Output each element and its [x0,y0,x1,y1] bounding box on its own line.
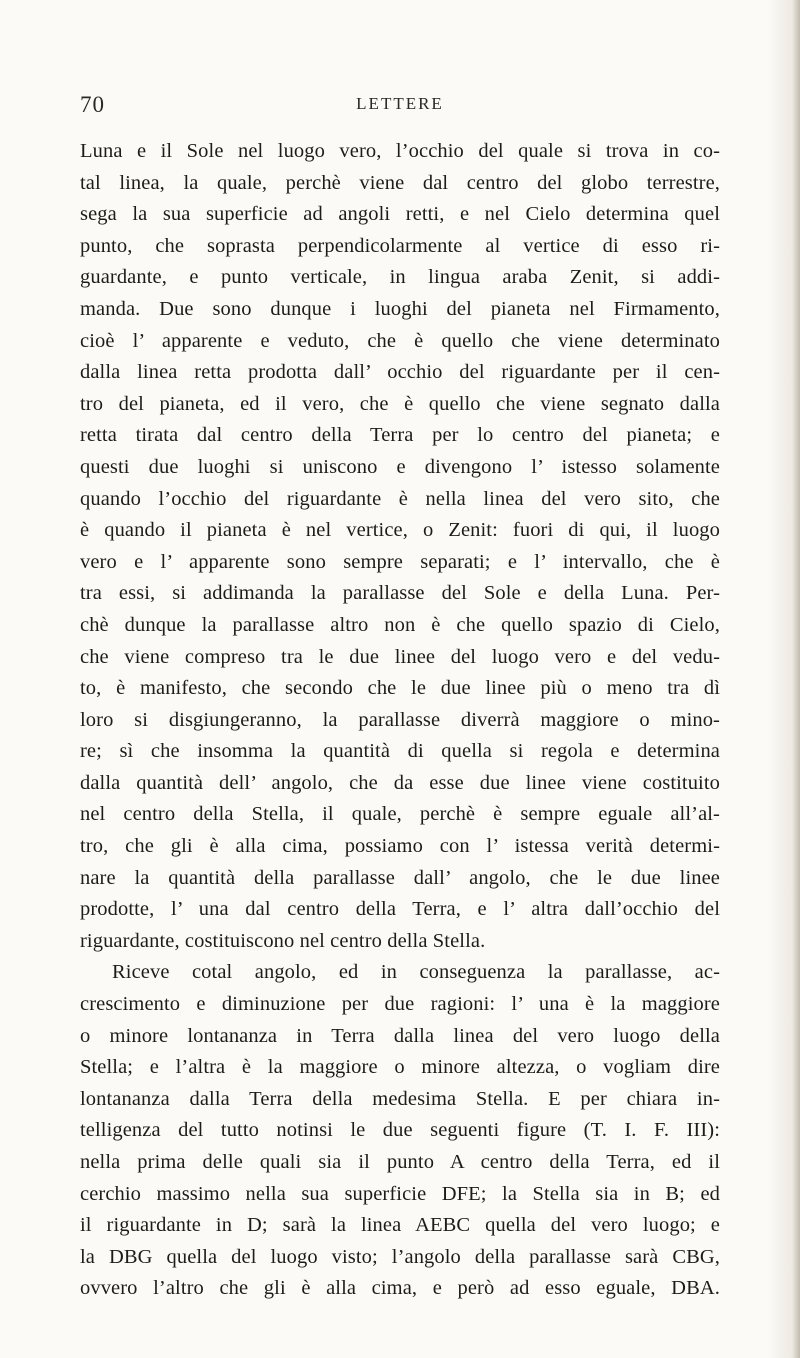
text-line: loro si disgiungeranno, la parallasse diverrà maggiore o mino- [80,708,720,731]
text-line: retta tirata dal centro della Terra per lo centro del pianeta; e [80,424,720,447]
text-line: prodotte, l’ una dal centro della Terra, e l’ altra dall’occhio del [80,898,720,921]
text-line: crescimento e diminuzione per due ragioni: l’ una è la maggiore [80,993,720,1016]
text-line: ovvero l’altro che gli è alla cima, e però ad esso eguale, DBA. [80,1277,720,1300]
text-line: nare la quantità della parallasse dall’ angolo, che le due linee [80,866,720,889]
paragraph-end-line: riguardante, costituiscono nel centro della Stella. [80,929,486,952]
text-line: dalla linea retta prodotta dall’ occhio del riguardante per il cen- [80,361,720,384]
page-header [80,92,720,122]
paragraph-start-line: Riceve cotal angolo, ed in conseguenza la parallasse, ac- [112,961,720,984]
text-line: chè dunque la parallasse altro non è che quello spazio di Cielo, [80,613,720,636]
running-title: LETTERE [356,94,444,113]
text-line: tro, che gli è alla cima, possiamo con l’ istessa verità determi- [80,835,720,858]
text-line: o minore lontananza in Terra dalla linea del vero luogo della [80,1024,720,1047]
text-line: punto, che soprasta perpendicolarmente al vertice di esso ri- [80,234,720,257]
text-line: Luna e il Sole nel luogo vero, l’occhio del quale si trova in co- [80,140,720,162]
text-line: dalla quantità dell’ angolo, che da esse due linee viene costituito [80,771,720,794]
text-line: nella prima delle quali sia il punto A centro della Terra, ed il [80,1151,720,1173]
text-line: che viene compreso tra le due linee del luogo vero e del vedu- [80,645,720,668]
text-line: to, è manifesto, che secondo che le due linee più o meno tra dì [80,677,720,700]
text-line: tra essi, si addimanda la parallasse del Sole e della Luna. Per- [80,582,720,605]
text-line: telligenza del tutto notinsi le due seguenti figure (T. I. F. III): [80,1119,720,1142]
text-line: sega la sua superficie ad angoli retti, e nel Cielo determina quel [80,203,720,226]
text-line: Stella; e l’altra è la maggiore o minore altezza, o vogliam dire [80,1056,720,1079]
page-number: 70 [80,92,105,117]
text-line: il riguardante in D; sarà la linea AEBC quella del vero luogo; e [80,1214,720,1237]
text-line: è quando il pianeta è nel vertice, o Zenit: fuori di qui, il luogo [80,519,720,542]
text-line: guardante, e punto verticale, in lingua araba Zenit, si addi- [80,266,720,289]
text-line: tal linea, la quale, perchè viene dal centro del globo terrestre, [80,171,720,194]
text-line: cerchio massimo nella sua superficie DFE; la Stella sia in B; ed [80,1182,720,1205]
text-line: cioè l’ apparente e veduto, che è quello che viene determinato [80,329,720,352]
text-line: nel centro della Stella, il quale, perchè è sempre eguale all’al- [80,803,720,826]
text-line: vero e l’ apparente sono sempre separati; e l’ intervallo, che è [80,550,720,573]
text-line: re; sì che insomma la quantità di quella si regola e determina [80,740,720,763]
text-line: lontananza dalla Terra della medesima Stella. E per chiara in- [80,1087,720,1110]
text-line: manda. Due sono dunque i luoghi del pianeta nel Firmamento, [80,297,720,320]
text-line: tro del pianeta, ed il vero, che è quello che viene segnato dalla [80,392,720,415]
body-text [80,136,720,1305]
text-line: quando l’occhio del riguardante è nella linea del vero sito, che [80,487,720,510]
text-line: la DBG quella del luogo visto; l’angolo della parallasse sarà CBG, [80,1245,720,1268]
page-edge-shadow [792,0,800,1358]
text-line: questi due luoghi si uniscono e divengono l’ istesso solamente [80,455,720,478]
